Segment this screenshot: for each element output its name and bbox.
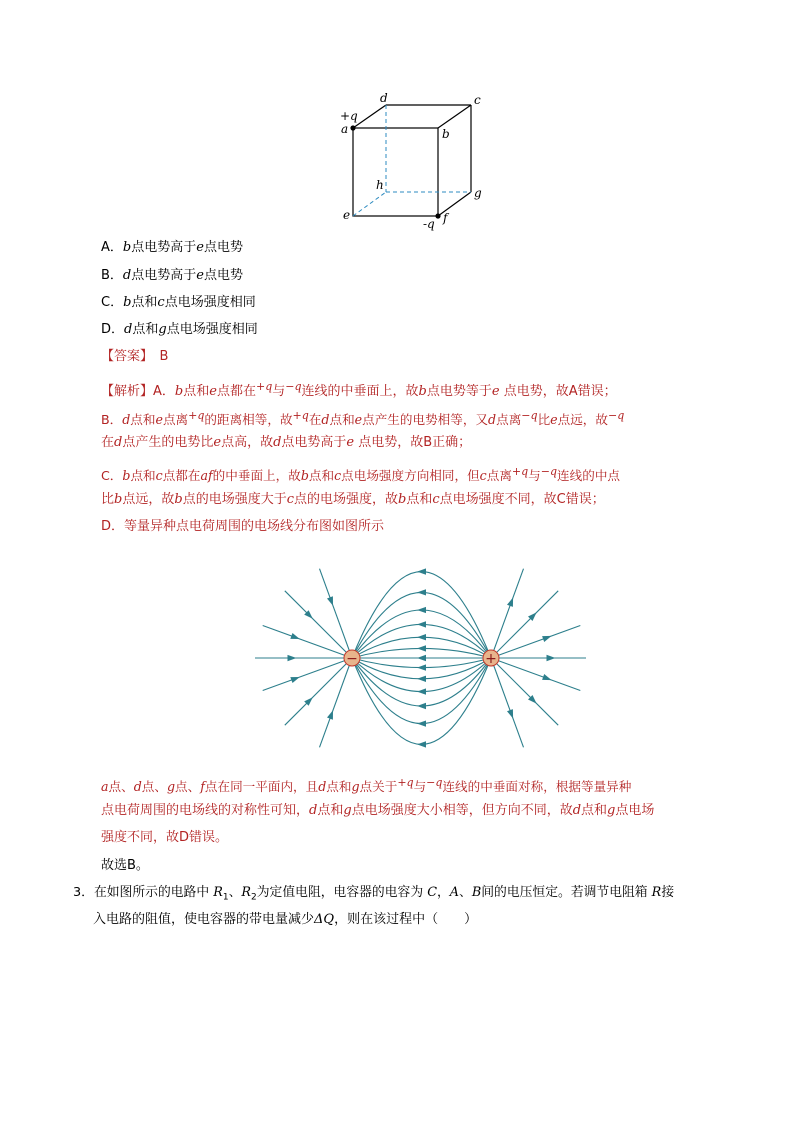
answer-label: 【答案】: [101, 349, 147, 364]
field-line-arrow: [417, 607, 426, 613]
analysis-label: 【解析】: [101, 384, 154, 399]
charge-plus-q-dot: [350, 125, 355, 130]
field-line-outer-positive: [491, 626, 580, 659]
field-line-arrow: [417, 741, 426, 747]
field-line-arrow: [417, 568, 426, 574]
field-line-arrow: [417, 645, 426, 651]
field-line-arrow: [417, 664, 426, 670]
analysis-line-2: B．d点和e点离+q的距离相等，故+q在d点和e点产生的电势相等，又d点离−q比e点远，故−q: [101, 409, 625, 427]
field-line-outer-negative: [320, 658, 353, 747]
label-a: a: [341, 122, 349, 136]
field-line-arrow: [327, 596, 333, 606]
cube-edge-ad: [353, 105, 386, 128]
field-line-arrow: [417, 621, 426, 627]
label-b: b: [442, 127, 450, 141]
field-line-arrow: [288, 655, 297, 661]
field-line-arrow: [417, 676, 426, 682]
analysis-line-9: 强度不同，故D错误。: [101, 830, 229, 845]
analysis-line-4: C．b点和c点都在af的中垂面上，故b点和c点电场强度方向相同，但c点离+q与−q连线的中点: [101, 465, 620, 483]
cube-hidden-edge-eh: [353, 192, 386, 216]
field-line-outer-negative: [285, 658, 352, 725]
field-line-arrow: [417, 703, 426, 709]
cube-figure: [330, 92, 500, 232]
field-line-outer-positive: [491, 658, 580, 691]
field-line-connect: [352, 572, 491, 658]
field-line-connect: [352, 658, 491, 744]
field-line-arrow: [417, 688, 426, 694]
field-line-arrow: [327, 710, 333, 720]
label-plus-q: +q: [340, 109, 358, 123]
cube-front-face: [353, 128, 438, 216]
label-minus-q: -q: [423, 217, 435, 231]
charge-minus-q-dot: [435, 213, 440, 218]
analysis-line-6: D．等量异种点电荷周围的电场线分布图如图所示: [101, 519, 385, 534]
field-line-arrow: [417, 721, 426, 727]
question-3-number: 3．: [73, 885, 94, 900]
field-line-connect: [352, 610, 491, 658]
field-line-arrow: [417, 634, 426, 640]
analysis-line-3: 在d点产生的电势比e点高，故d点电势高于e 点电势，故B正确；: [101, 435, 472, 450]
field-line-connect: [352, 658, 491, 706]
answer-line: [101, 347, 168, 367]
field-line-arrow: [290, 633, 300, 639]
field-line-arrow: [542, 674, 552, 680]
field-line-outer-negative: [320, 569, 353, 658]
field-lines-figure: [250, 555, 590, 765]
question-3-line-2: 入电路的阻值，使电容器的带电量减少ΔQ，则在该过程中（ ）: [93, 912, 478, 927]
field-line-outer-positive: [491, 569, 524, 658]
answer-value: B: [159, 349, 169, 364]
field-line-arrow: [417, 655, 426, 661]
field-line-outer-positive: [491, 591, 558, 658]
label-e: e: [343, 208, 351, 222]
field-line-outer-negative: [263, 658, 352, 691]
field-line-arrow: [547, 655, 556, 661]
analysis-line-8: 点电荷周围的电场线的对称性可知，d点和g点电场强度大小相等，但方向不同，故d点和g点电场: [101, 803, 655, 818]
field-line-arrow: [507, 709, 513, 719]
field-line-arrow: [417, 589, 426, 595]
field-line-arrow: [290, 677, 300, 683]
field-line-arrow: [542, 636, 552, 642]
option-d: D．d点和g点电场强度相同: [101, 322, 258, 337]
analysis-conclusion: 故选B。: [101, 858, 149, 873]
label-c: c: [474, 93, 481, 107]
field-line-outer-positive: [491, 658, 524, 747]
label-h: h: [376, 178, 384, 192]
analysis-line-1: 【解析】A．b点和e点都在$^{+q}$与$^{-q}$连线的中垂面上，故b点电势等于e 点电势，故A错误；: [101, 380, 617, 399]
option-a: A．b点电势高于e点电势: [101, 240, 243, 255]
field-line-outer-negative: [285, 591, 352, 658]
field-line-arrow: [507, 597, 513, 607]
question-3-line-1: 3．在如图所示的电路中 $R_1$、$R_2$为定值电阻，电容器的电容为 C，A、B间的电压恒定。若调节电阻箱 R接: [73, 885, 675, 903]
cube-edge-bc: [438, 105, 471, 128]
field-line-outer-negative: [263, 626, 352, 659]
label-d: d: [380, 92, 388, 105]
analysis-line-5: 比b点远，故b点的电场强度大于c点的电场强度，故b点和c点电场强度不同，故C错误；: [101, 492, 605, 507]
analysis-line-7: a点、d点、g点、f点在同一平面内，且d点和g点关于+q与−q连线的中垂面对称，根据等量异种: [101, 776, 632, 794]
negative-charge-symbol: −: [346, 651, 358, 667]
label-g: g: [474, 186, 482, 200]
option-c: C．b点和c点电场强度相同: [101, 295, 256, 310]
positive-charge-symbol: +: [485, 651, 497, 667]
field-line-outer-positive: [491, 658, 558, 725]
label-f: f: [443, 211, 448, 225]
option-b: B．d点电势高于e点电势: [101, 268, 243, 283]
